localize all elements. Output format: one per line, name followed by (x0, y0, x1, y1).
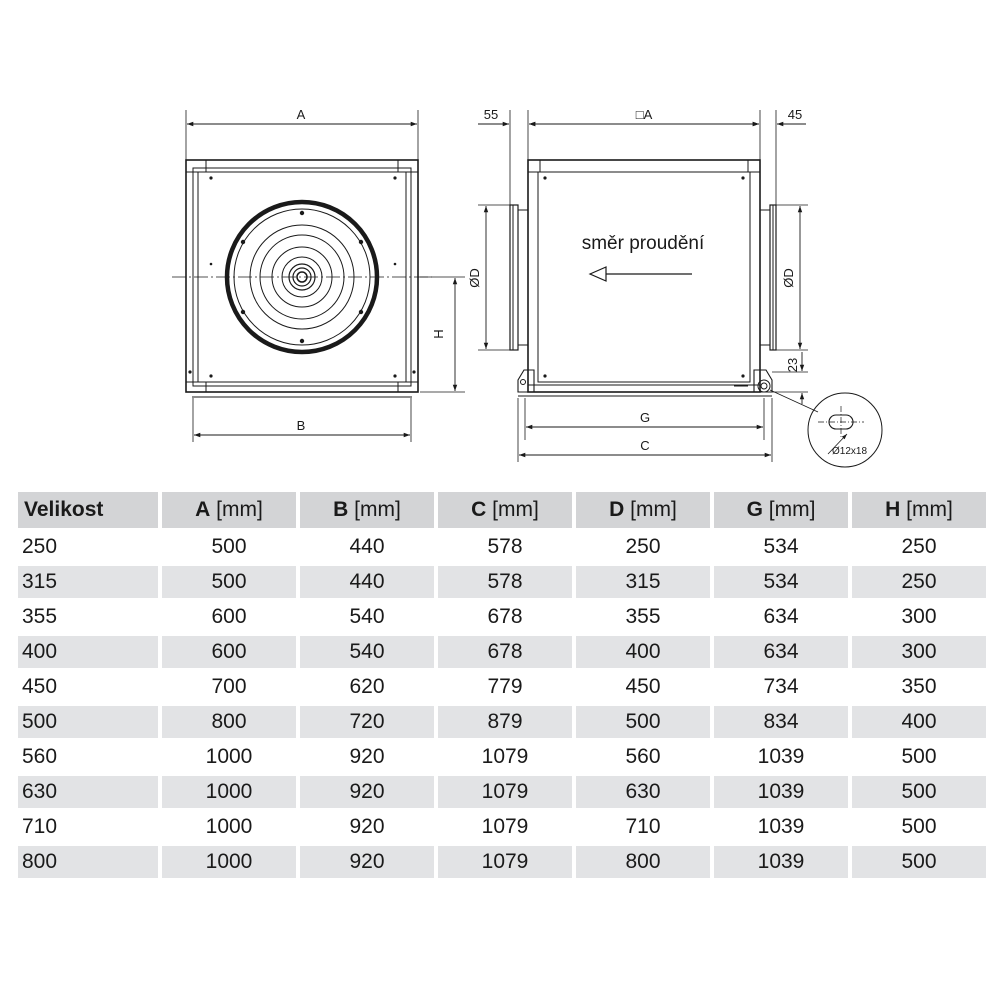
column-header-unit: [mm] (348, 498, 401, 521)
table-cell: 300 (901, 605, 937, 628)
front-casing (186, 160, 418, 392)
table-row (18, 811, 986, 843)
label-a: A (296, 107, 306, 122)
table-cell: 700 (211, 675, 247, 698)
table-cell: 500 (162, 566, 296, 598)
table-cell: 534 (763, 535, 799, 558)
dimension-table (14, 489, 990, 881)
table-cell: 534 (714, 566, 848, 598)
table-cell: 1000 (162, 846, 296, 878)
table-cell: 920 (300, 846, 434, 878)
side-casing (528, 160, 760, 392)
table-cell: 500 (852, 776, 986, 808)
table-cell: 678 (487, 605, 523, 628)
table-cell: 634 (763, 605, 799, 628)
table-cell: 440 (300, 566, 434, 598)
column-header-symbol: B (333, 498, 349, 521)
table-cell: 1039 (757, 815, 805, 838)
column-header (438, 492, 572, 528)
size-cell: 315 (18, 566, 158, 598)
table-cell: 500 (901, 815, 937, 838)
table-cell: 400 (852, 706, 986, 738)
column-header (576, 492, 710, 528)
hole-detail-label: Ø12x18 (832, 446, 868, 457)
label-g: G (639, 410, 651, 425)
table-cell: 630 (576, 776, 710, 808)
table-cell: 634 (714, 636, 848, 668)
table-cell: 920 (349, 815, 385, 838)
label-23: 23 (785, 357, 800, 373)
table-cell: 720 (300, 706, 434, 738)
column-header-unit: [mm] (624, 498, 677, 521)
column-header-symbol: D (609, 498, 625, 521)
size-cell: 500 (18, 706, 158, 738)
table-cell: 540 (300, 636, 434, 668)
label-c: C (640, 438, 650, 453)
table-cell: 710 (625, 815, 661, 838)
column-header (852, 492, 986, 528)
table-cell: 1000 (205, 745, 253, 768)
table-cell: 250 (901, 535, 937, 558)
column-header (18, 492, 158, 528)
column-header-symbol: A (195, 498, 211, 521)
table-row (18, 601, 986, 633)
label-d-left: ØD (467, 268, 482, 288)
size-cell: 630 (18, 776, 158, 808)
table-cell: 500 (852, 846, 986, 878)
front-view (172, 110, 465, 442)
table-cell: 800 (576, 846, 710, 878)
table-cell: 578 (487, 535, 523, 558)
table-body (18, 531, 986, 878)
table-cell: 300 (852, 636, 986, 668)
table-cell: 800 (162, 706, 296, 738)
table-row (18, 566, 986, 598)
size-cell: 450 (22, 675, 58, 698)
column-header-unit: [mm] (486, 498, 539, 521)
column-header-unit: [mm] (210, 498, 263, 521)
size-cell: 400 (18, 636, 158, 668)
table-cell: 1079 (438, 776, 572, 808)
size-cell: 710 (22, 815, 58, 838)
flow-direction-label: směr proudění (581, 233, 705, 254)
column-header-symbol: Velikost (24, 498, 104, 521)
label-45: 45 (787, 107, 803, 122)
table-cell: 250 (852, 566, 986, 598)
table-cell: 500 (576, 706, 710, 738)
table-cell: 500 (901, 745, 937, 768)
size-cell: 560 (22, 745, 58, 768)
table-row (18, 741, 986, 773)
table-cell: 678 (438, 636, 572, 668)
table-cell: 450 (625, 675, 661, 698)
table-cell: 578 (438, 566, 572, 598)
table-cell: 600 (162, 636, 296, 668)
table-cell: 540 (349, 605, 385, 628)
table-row (18, 776, 986, 808)
table-row (18, 636, 986, 668)
column-header-unit: [mm] (900, 498, 953, 521)
table-row (18, 706, 986, 738)
table-cell: 250 (625, 535, 661, 558)
inlet-spigot (510, 205, 518, 350)
size-cell: 355 (22, 605, 58, 628)
table-cell: 779 (487, 675, 523, 698)
table-cell: 350 (901, 675, 937, 698)
size-cell: 800 (18, 846, 158, 878)
table-row (18, 531, 986, 563)
table-cell: 1039 (757, 745, 805, 768)
table-cell: 1079 (481, 745, 529, 768)
table-cell: 1000 (205, 815, 253, 838)
table-cell: 734 (763, 675, 799, 698)
column-header-symbol: G (746, 498, 763, 521)
table-cell: 620 (349, 675, 385, 698)
table-cell: 500 (211, 535, 247, 558)
label-box-a: □A (635, 107, 653, 122)
column-header (300, 492, 434, 528)
table-cell: 834 (714, 706, 848, 738)
label-d-right: ØD (781, 268, 796, 288)
label-b: B (296, 418, 306, 433)
table-cell: 355 (625, 605, 661, 628)
table-cell: 315 (576, 566, 710, 598)
column-header-unit: [mm] (762, 498, 816, 521)
table-cell: 920 (300, 776, 434, 808)
table-row (18, 846, 986, 878)
table-cell: 1039 (714, 846, 848, 878)
table-cell: 440 (349, 535, 385, 558)
technical-drawing (0, 0, 1000, 475)
label-55: 55 (483, 107, 499, 122)
table-cell: 920 (349, 745, 385, 768)
table-row (18, 671, 986, 703)
table-cell: 1039 (714, 776, 848, 808)
column-header-symbol: H (885, 498, 901, 521)
table-cell: 1079 (438, 846, 572, 878)
column-header (162, 492, 296, 528)
table-header-row (18, 492, 986, 528)
side-view (478, 110, 882, 467)
column-header-symbol: C (471, 498, 487, 521)
table-cell: 600 (211, 605, 247, 628)
table-cell: 400 (576, 636, 710, 668)
label-h: H (431, 329, 446, 339)
table-cell: 560 (625, 745, 661, 768)
table-cell: 1000 (162, 776, 296, 808)
table-cell: 1079 (481, 815, 529, 838)
table-cell: 879 (438, 706, 572, 738)
size-cell: 250 (22, 535, 58, 558)
column-header (714, 492, 848, 528)
